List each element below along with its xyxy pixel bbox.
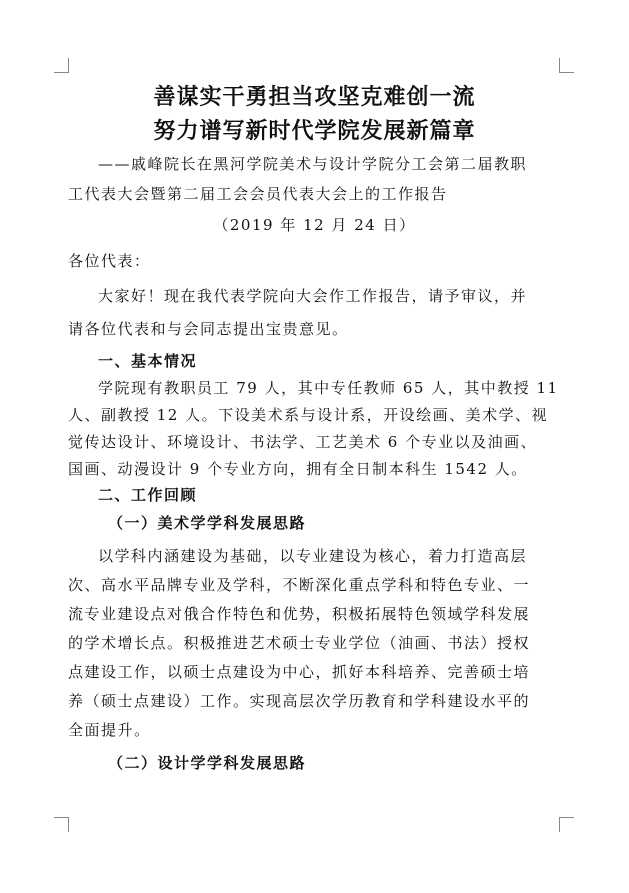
subtitle-line-1: ——戚峰院长在黑河学院美术与设计学院分工会第二届教职 <box>98 155 528 173</box>
page-corner-mark-bottom-right <box>559 817 574 832</box>
page-corner-mark-top-right <box>559 58 574 73</box>
subtitle-line-2: 工代表大会暨第二届工会会员代表大会上的工作报告 <box>68 185 448 203</box>
subsection-2-heading: （二）设计学学科发展思路 <box>108 754 307 772</box>
section-2-heading: 二、工作回顾 <box>98 486 198 504</box>
subsection-1-line-3: 流专业建设点对俄合作特色和优势，积极拓展特色领域学科发展 <box>68 605 531 623</box>
section-1-line-3: 觉传达设计、环境设计、书法学、工艺美术 6 个专业以及油画、 <box>68 433 538 451</box>
subsection-1-line-6: 养（硕士点建设）工作。实现高层次学历教育和学科建设水平的 <box>68 692 531 710</box>
subsection-1-line-5: 点建设工作，以硕士点建设为中心，抓好本科培养、完善硕士培 <box>68 663 531 681</box>
section-1-line-1: 学院现有教职员工 79 人，其中专任教师 65 人，其中教授 11 <box>98 379 559 397</box>
subsection-1-line-1: 以学科内涵建设为基础，以专业建设为核心，着力打造高层 <box>98 547 528 565</box>
section-1-line-2: 人、副教授 12 人。下设美术系与设计系，开设绘画、美术学、视 <box>68 406 549 424</box>
page-corner-mark-top-left <box>54 58 69 73</box>
document-title-line-2: 努力谱写新时代学院发展新篇章 <box>153 119 476 144</box>
salutation: 各位代表： <box>68 252 151 270</box>
subsection-1-line-4: 的学术增长点。积极推进艺术硕士专业学位（油画、书法）授权 <box>68 634 531 652</box>
intro-line-1: 大家好！现在我代表学院向大会作工作报告，请予审议，并 <box>98 287 528 305</box>
report-date: （2019 年 12 月 24 日） <box>213 216 416 234</box>
subsection-1-line-7: 全面提升。 <box>68 721 151 739</box>
document-title-line-1: 善谋实干勇担当攻坚克难创一流 <box>153 85 476 110</box>
section-1-heading: 一、基本情况 <box>98 352 198 370</box>
page-corner-mark-bottom-left <box>54 817 69 832</box>
subsection-1-heading: （一）美术学学科发展思路 <box>108 514 307 532</box>
section-1-line-4: 国画、动漫设计 9 个专业方向，拥有全日制本科生 1542 人。 <box>68 460 528 478</box>
subsection-1-line-2: 次、高水平品牌专业及学科，不断深化重点学科和特色专业、一 <box>68 576 531 594</box>
intro-line-2: 请各位代表和与会同志提出宝贵意见。 <box>68 320 349 338</box>
